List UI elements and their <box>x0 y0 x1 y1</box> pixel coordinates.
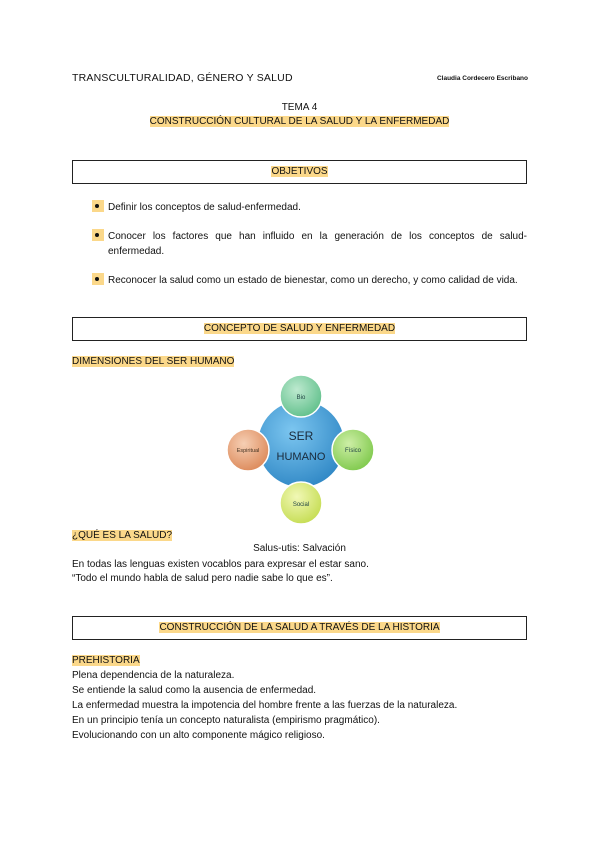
center-label-2: HUMANO <box>276 451 326 463</box>
concept-heading-box <box>72 317 527 341</box>
history-line: Se entiende la salud como la ausencia de enfermedad. <box>72 685 317 696</box>
concept-line: “Todo el mundo habla de salud pero nadie sabe lo que es”. <box>72 573 333 584</box>
objective-item: Definir los conceptos de salud-enfermedad. <box>92 200 527 215</box>
bullet-icon <box>92 273 104 285</box>
history-line: Evolucionando con un alto componente mágico religioso. <box>72 730 325 741</box>
topic-number: TEMA 4 <box>281 102 318 113</box>
prehistory-title: PREHISTORIA <box>72 655 140 666</box>
history-heading: CONSTRUCCIÓN DE LA SALUD A TRAVÉS DE LA HISTORIA <box>159 622 440 633</box>
history-line: La enfermedad muestra la impotencia del hombre frente a las fuerzas de la naturaleza. <box>72 700 458 711</box>
history-heading-box <box>72 616 527 640</box>
objective-item: Conocer los factores que han influido en la generación de los conceptos de salud-enfermedad. <box>92 229 527 259</box>
human-dimensions-diagram <box>215 372 395 524</box>
objectives-heading-box <box>72 160 527 184</box>
fisico-label: Físico <box>344 448 362 454</box>
health-question: ¿QUÉ ES LA SALUD? <box>72 530 173 541</box>
concept-line: En todas las lenguas existen vocablos para expresar el estar sano. <box>72 559 369 570</box>
dimensions-title: DIMENSIONES DEL SER HUMANO <box>72 356 235 367</box>
bullet-icon <box>92 200 104 212</box>
history-line: En un principio tenía un concepto naturalista (empirismo pragmático). <box>72 715 380 726</box>
bullet-icon <box>92 229 104 241</box>
topic-title: CONSTRUCCIÓN CULTURAL DE LA SALUD Y LA ENFERMEDAD <box>149 116 450 127</box>
objectives-heading: OBJETIVOS <box>271 166 328 177</box>
espiritual-label: Espiritual <box>236 448 260 454</box>
social-label: Social <box>292 502 310 508</box>
center-label-1: SER <box>288 429 314 443</box>
etymology: Salus-utis: Salvación <box>253 543 346 554</box>
history-line: Plena dependencia de la naturaleza. <box>72 670 235 681</box>
concept-heading: CONCEPTO DE SALUD Y ENFERMEDAD <box>203 323 396 334</box>
objective-item: Reconocer la salud como un estado de bienestar, como un derecho, y como calidad de vida. <box>92 273 527 288</box>
author-name: Claudia Cordecero Escribano <box>436 75 528 82</box>
course-title: TRANSCULTURALIDAD, GÉNERO Y SALUD <box>72 72 293 84</box>
bio-label: Bio <box>296 395 306 401</box>
